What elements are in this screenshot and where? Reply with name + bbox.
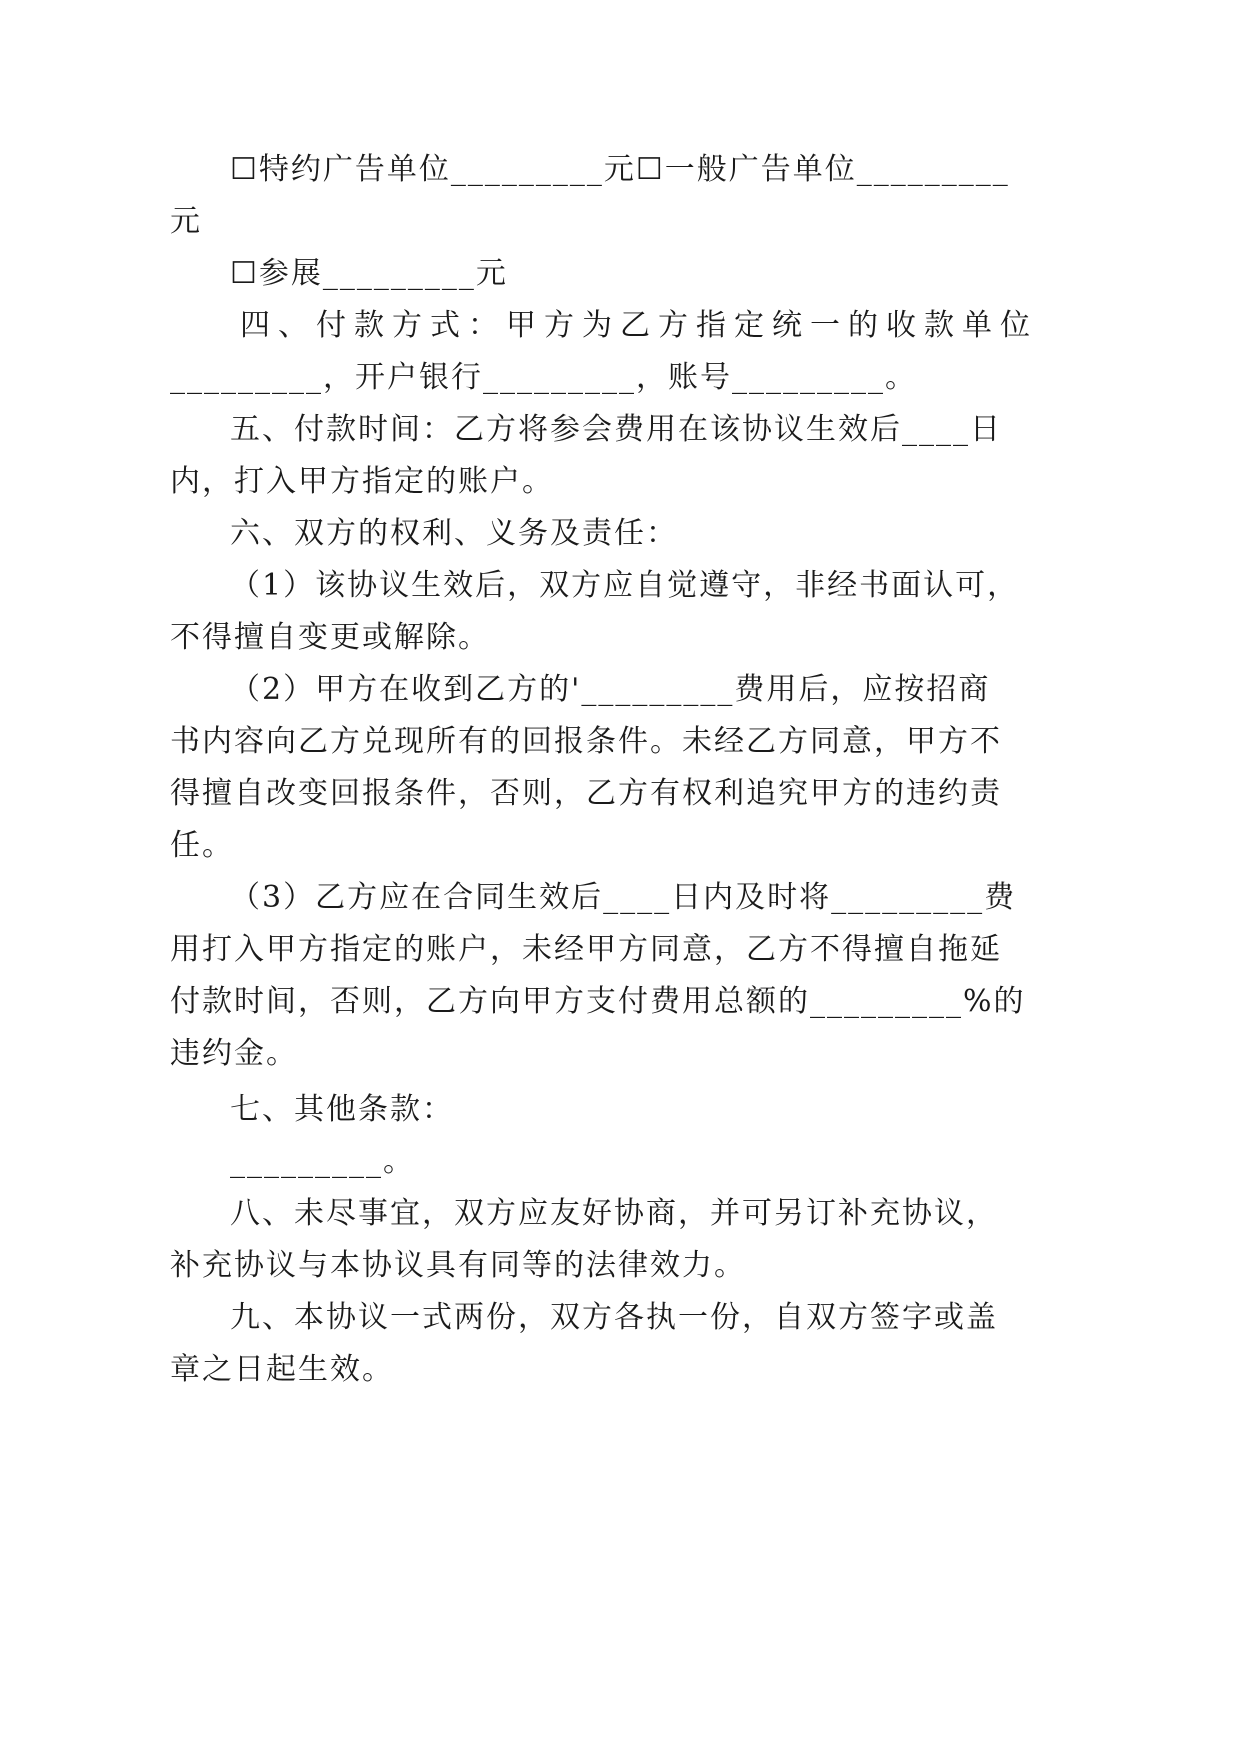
clause-7-blank: _________。: [230, 1144, 415, 1179]
clause-8-cont: 补充协议与本协议具有同等的法律效力。: [170, 1248, 746, 1283]
clause-8: 八、未尽事宜，双方应友好协商，并可另订补充协议，: [230, 1196, 998, 1231]
ad-fee-line: ☐特约广告单位_________元☐一般广告单位_________: [230, 152, 1010, 187]
clause-9: 九、本协议一式两份，双方各执一份，自双方签字或盖: [230, 1300, 998, 1335]
clause-6-item-3: （3）乙方应在合同生效后____日内及时将_________费: [230, 880, 1017, 915]
clause-6-item-2: （2）甲方在收到乙方的'_________费用后，应按招商: [230, 672, 991, 707]
clause-4-payment-method: 四、付款方式：甲方为乙方指定统一的收款单位: [240, 308, 1038, 343]
clause-6-item-2-cont-2: 得擅自改变回报条件，否则，乙方有权利追究甲方的违约责: [170, 776, 1002, 811]
clause-6-item-1: （1）该协议生效后，双方应自觉遵守，非经书面认可，: [230, 568, 1020, 603]
clause-5-payment-time: 五、付款时间：乙方将参会费用在该协议生效后____日: [230, 412, 1002, 447]
clause-7-heading: 七、其他条款：: [230, 1092, 454, 1127]
clause-6-item-2-cont-3: 任。: [170, 828, 234, 863]
clause-6-item-1-cont: 不得擅自变更或解除。: [170, 620, 490, 655]
ad-fee-line-cont: 元: [170, 204, 202, 239]
clause-4-cont: _________，开户银行_________，账号_________。: [170, 360, 917, 395]
clause-6-item-3-cont-1: 用打入甲方指定的账户，未经甲方同意，乙方不得擅自拖延: [170, 932, 1002, 967]
clause-9-cont: 章之日起生效。: [170, 1352, 394, 1387]
clause-6-item-2-cont-1: 书内容向乙方兑现所有的回报条件。未经乙方同意，甲方不: [170, 724, 1002, 759]
clause-6-item-3-cont-2: 付款时间，否则，乙方向甲方支付费用总额的_________%的: [170, 984, 1026, 1019]
exhibit-fee-line: ☐参展_________元: [230, 256, 508, 291]
clause-6-heading: 六、双方的权利、义务及责任：: [230, 516, 678, 551]
clause-6-item-3-cont-3: 违约金。: [170, 1036, 298, 1071]
clause-5-cont: 内，打入甲方指定的账户。: [170, 464, 554, 499]
